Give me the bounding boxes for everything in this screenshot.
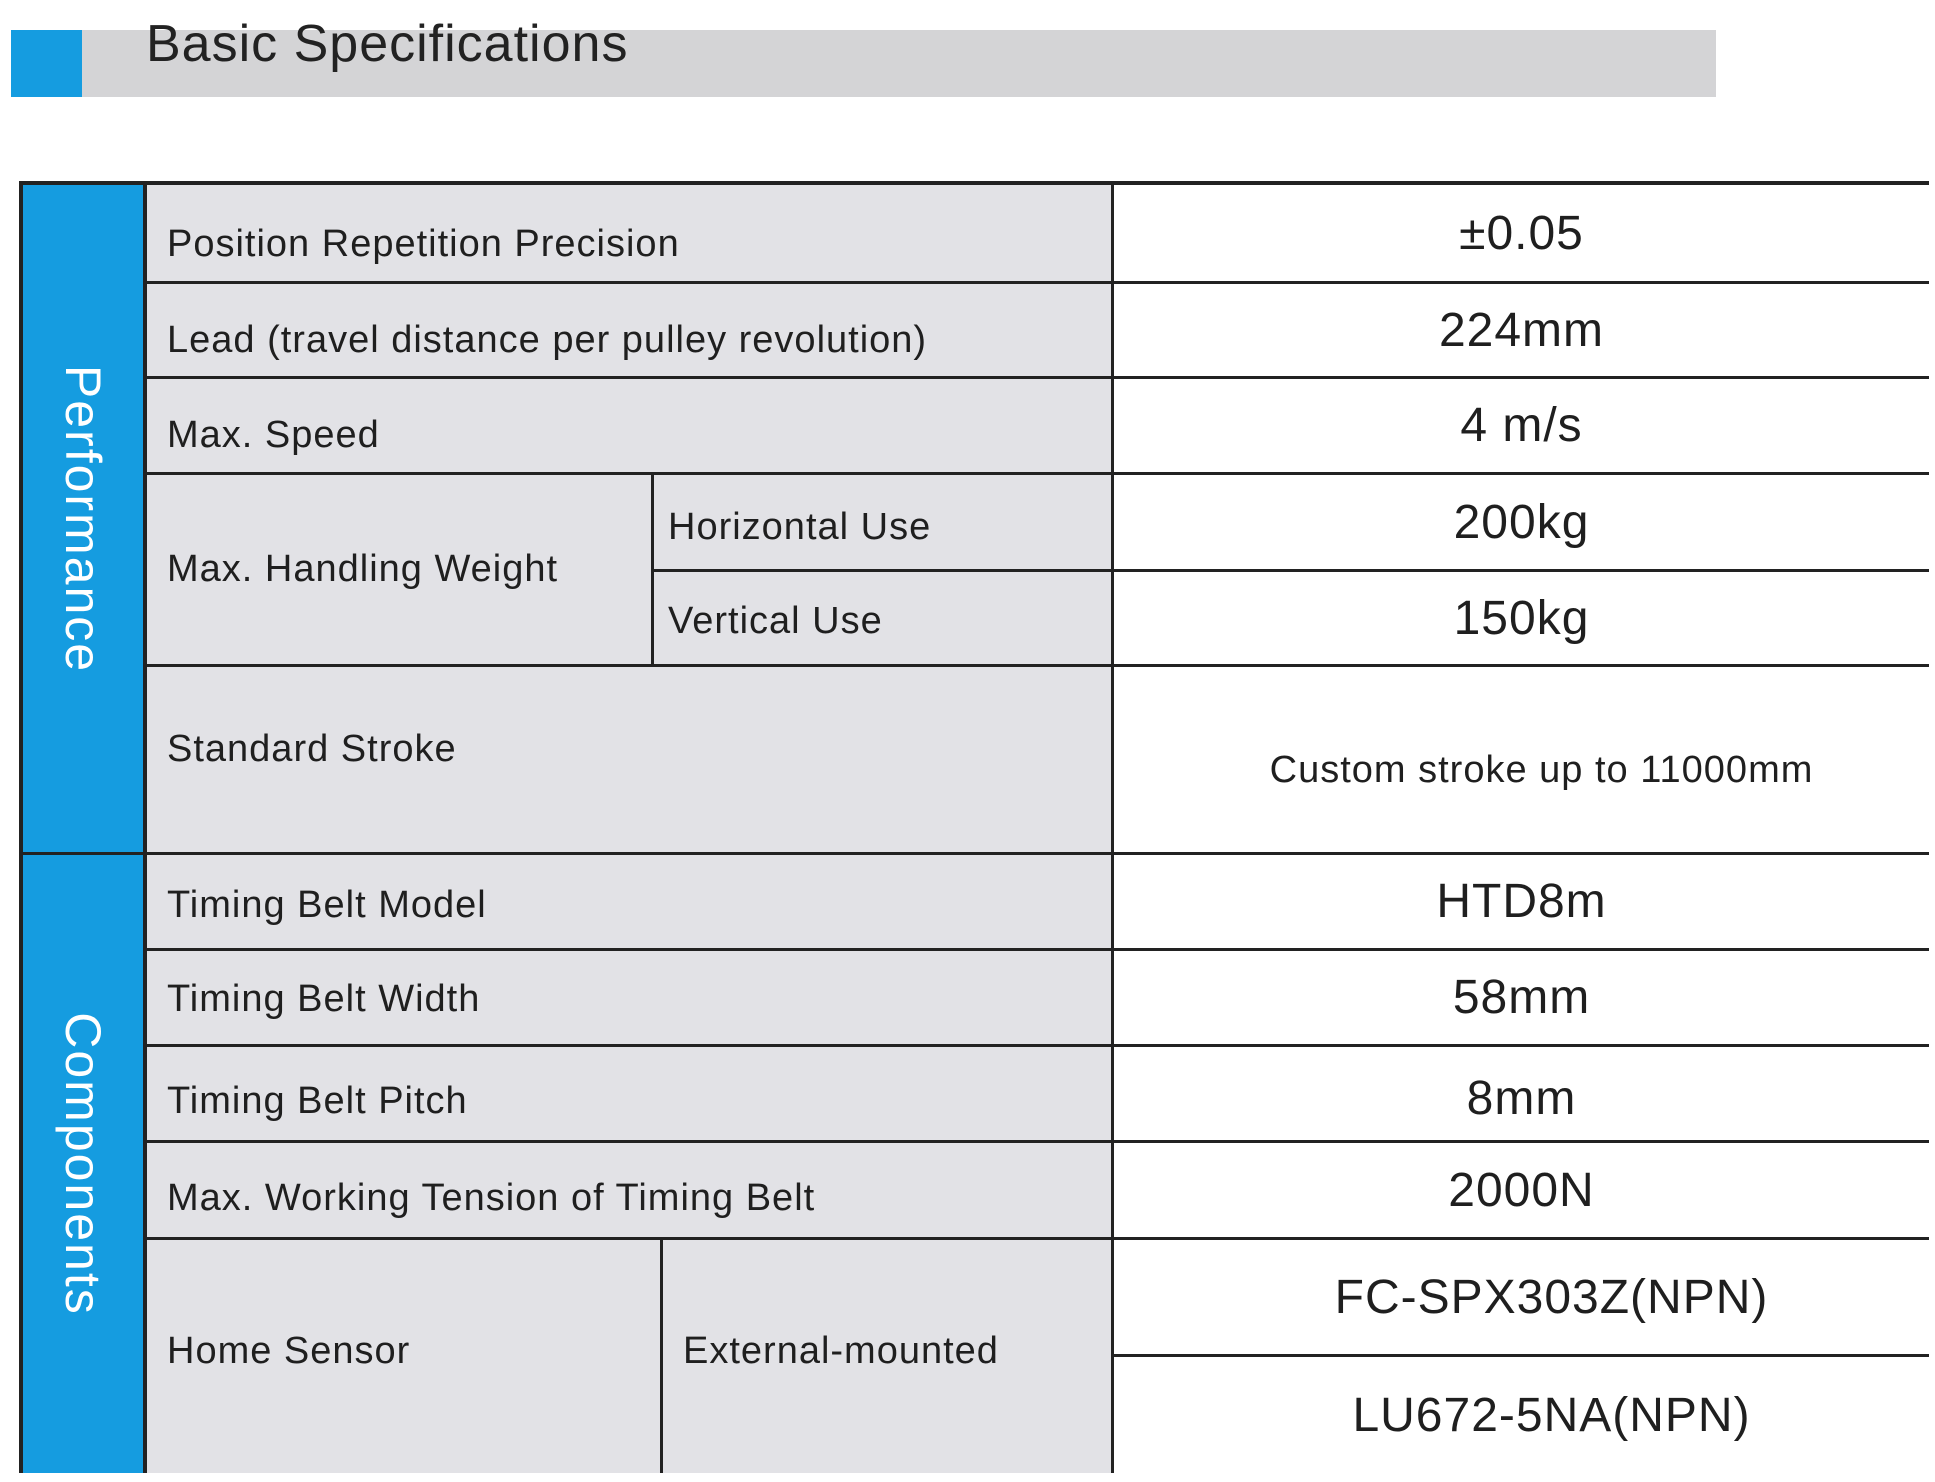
divider-row — [147, 376, 1929, 379]
row-belt-model-label: Timing Belt Model — [147, 855, 1111, 948]
row-home-sensor-label: Home Sensor — [147, 1240, 660, 1473]
row-tension-value: 2000N — [1114, 1143, 1929, 1237]
row-weight-vertical-value: 150kg — [1114, 572, 1929, 664]
row-stroke-label: Standard Stroke — [147, 667, 1111, 852]
row-precision-label: Position Repetition Precision — [147, 185, 1111, 281]
divider-row — [1114, 1354, 1929, 1357]
divider-row — [147, 1237, 1929, 1240]
row-home-sensor-mount-label: External-mounted — [663, 1240, 1111, 1473]
row-belt-pitch-value: 8mm — [1114, 1047, 1929, 1140]
divider-row — [147, 1044, 1929, 1047]
divider-sensor-subcolumn — [660, 1240, 663, 1473]
row-precision-value: ±0.05 — [1114, 185, 1929, 281]
row-speed-label: Max. Speed — [147, 379, 1111, 472]
row-stroke-value: Custom stroke up to 11000mm — [1114, 667, 1929, 852]
section-components-label: Components — [55, 1012, 111, 1316]
divider-row — [147, 664, 1929, 667]
spec-table — [19, 181, 1929, 1473]
divider-row — [651, 569, 1929, 572]
row-tension-label: Max. Working Tension of Timing Belt — [147, 1143, 1111, 1237]
section-performance-label: Performance — [55, 364, 111, 673]
row-weight-horizontal-label: Horizontal Use — [654, 475, 1111, 569]
divider-row — [147, 1140, 1929, 1143]
header-accent-block — [11, 30, 82, 97]
divider-row — [147, 281, 1929, 284]
row-weight-vertical-label: Vertical Use — [654, 572, 1111, 664]
row-belt-model-value: HTD8m — [1114, 855, 1929, 948]
section-components — [23, 855, 143, 1473]
row-belt-pitch-label: Timing Belt Pitch — [147, 1047, 1111, 1140]
row-weight-horizontal-value: 200kg — [1114, 475, 1929, 569]
page-title: Basic Specifications — [146, 15, 629, 73]
row-home-sensor-value-2: LU672-5NA(NPN) — [1114, 1357, 1929, 1473]
row-lead-label: Lead (travel distance per pulley revolution) — [147, 284, 1111, 376]
row-lead-value: 224mm — [1114, 284, 1929, 376]
section-performance — [23, 185, 143, 852]
divider-row — [147, 472, 1929, 475]
row-speed-value: 4 m/s — [1114, 379, 1929, 472]
row-weight-label: Max. Handling Weight — [147, 475, 651, 664]
divider-row — [147, 948, 1929, 951]
divider-section — [23, 852, 1929, 855]
section-header — [0, 0, 1716, 97]
row-belt-width-value: 58mm — [1114, 951, 1929, 1044]
row-belt-width-label: Timing Belt Width — [147, 951, 1111, 1044]
row-home-sensor-value-1: FC-SPX303Z(NPN) — [1114, 1240, 1929, 1354]
